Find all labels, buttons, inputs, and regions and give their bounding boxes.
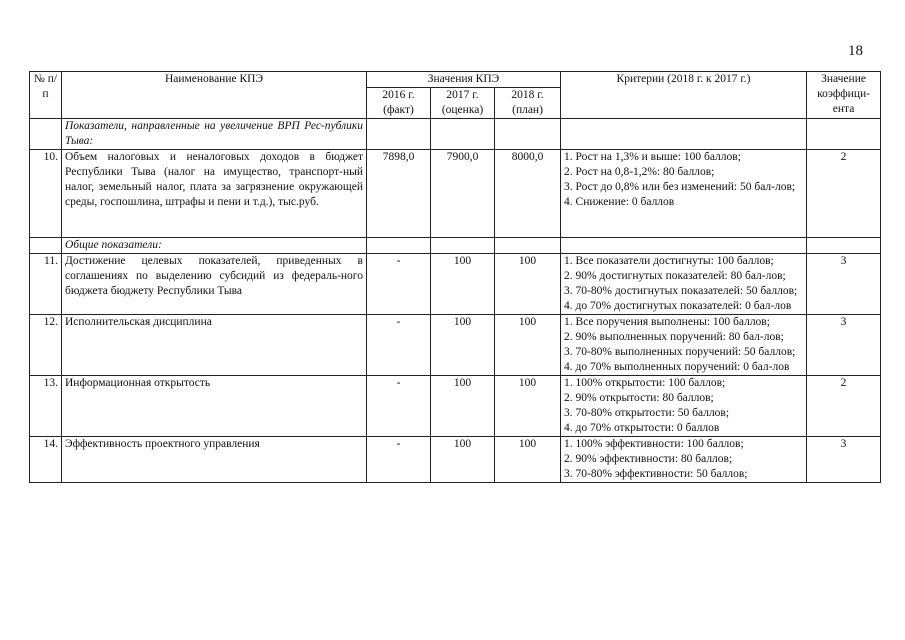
section-title: Показатели, направленные на увеличение ВРП Рес-публики Тыва: — [62, 119, 367, 150]
criterion: 1. Все поручения выполнены: 100 баллов; — [564, 316, 770, 328]
criteria-cell — [561, 376, 807, 437]
header-2018: 2018 г. (план) — [495, 88, 561, 119]
criterion: 3. 70-80% открытости: 50 баллов; — [564, 407, 730, 419]
table-row — [30, 315, 881, 376]
kpe-name: Объем налоговых и неналоговых доходов в бюджет Республики Тыва (налог на имущество, транспорт-ный налог, земельный налог, плата за загрязнение окружающей среды, госпошлина, штрафы и пени и т.д.), тыс.руб. — [62, 150, 367, 238]
row-number: 14. — [30, 437, 62, 483]
value-2018: 100 — [495, 315, 561, 376]
header-name: Наименование КПЭ — [62, 72, 367, 119]
coefficient: 3 — [807, 315, 881, 376]
kpe-name: Достижение целевых показателей, приведенных в соглашениях по выделению субсидий из федераль-ного бюджета бюджету Республики Тыва — [62, 254, 367, 315]
section-row — [30, 238, 881, 254]
criterion: 1. 100% открытости: 100 баллов; — [564, 377, 726, 389]
table-row — [30, 437, 881, 483]
section-row — [30, 119, 881, 150]
table-row — [30, 376, 881, 437]
criterion: 3. 70-80% достигнутых показателей: 50 баллов; — [564, 285, 798, 297]
value-2016: - — [367, 315, 431, 376]
header-criteria: Критерии (2018 г. к 2017 г.) — [561, 72, 807, 119]
criterion: 2. 90% открытости: 80 баллов; — [564, 392, 714, 404]
criterion: 1. Все показатели достигнуты: 100 баллов; — [564, 255, 774, 267]
criteria-cell — [561, 150, 807, 238]
row-number: 10. — [30, 150, 62, 238]
criterion: 1. Рост на 1,3% и выше: 100 баллов; — [564, 151, 741, 163]
value-2017: 100 — [431, 254, 495, 315]
header-coefficient: Значение коэффици-ента — [807, 72, 881, 119]
kpe-name: Исполнительская дисциплина — [62, 315, 367, 376]
criteria-cell — [561, 437, 807, 483]
header-num: № п/п — [30, 72, 62, 119]
value-2017: 7900,0 — [431, 150, 495, 238]
kpe-table — [29, 71, 881, 483]
kpe-name: Информационная открытость — [62, 376, 367, 437]
criterion: 4. до 70% достигнутых показателей: 0 бал-лов — [564, 300, 792, 312]
header-2017: 2017 г. (оценка) — [431, 88, 495, 119]
value-2017: 100 — [431, 437, 495, 483]
value-2018: 100 — [495, 437, 561, 483]
criteria-cell — [561, 315, 807, 376]
header-2016: 2016 г. (факт) — [367, 88, 431, 119]
criterion: 4. до 70% выполненных поручений: 0 бал-лов — [564, 361, 790, 373]
table-row — [30, 150, 881, 238]
criterion: 3. Рост до 0,8% или без изменений: 50 бал-лов; — [564, 181, 796, 193]
value-2016: 7898,0 — [367, 150, 431, 238]
criterion: 1. 100% эффективности: 100 баллов; — [564, 438, 744, 450]
value-2016: - — [367, 437, 431, 483]
value-2018: 8000,0 — [495, 150, 561, 238]
criterion: 3. 70-80% эффективности: 50 баллов; — [564, 468, 748, 480]
row-number: 12. — [30, 315, 62, 376]
value-2017: 100 — [431, 376, 495, 437]
criterion: 4. Снижение: 0 баллов — [564, 196, 675, 208]
table-row — [30, 254, 881, 315]
page-number: 18 — [848, 43, 863, 59]
criterion: 2. 90% выполненных поручений: 80 бал-лов; — [564, 331, 784, 343]
section-title: Общие показатели: — [62, 238, 367, 254]
value-2018: 100 — [495, 376, 561, 437]
value-2016: - — [367, 376, 431, 437]
coefficient: 3 — [807, 437, 881, 483]
criterion: 4. до 70% открытости: 0 баллов — [564, 422, 720, 434]
criterion: 2. 90% достигнутых показателей: 80 бал-лов; — [564, 270, 786, 282]
kpe-name: Эффективность проектного управления — [62, 437, 367, 483]
value-2017: 100 — [431, 315, 495, 376]
row-number: 11. — [30, 254, 62, 315]
criterion: 2. 90% эффективности: 80 баллов; — [564, 453, 733, 465]
coefficient: 3 — [807, 254, 881, 315]
criterion: 2. Рост на 0,8-1,2%: 80 баллов; — [564, 166, 715, 178]
coefficient: 2 — [807, 150, 881, 238]
header-values: Значения КПЭ — [367, 72, 561, 88]
coefficient: 2 — [807, 376, 881, 437]
row-number: 13. — [30, 376, 62, 437]
value-2018: 100 — [495, 254, 561, 315]
criteria-cell — [561, 254, 807, 315]
header-row — [30, 72, 881, 88]
value-2016: - — [367, 254, 431, 315]
criterion: 3. 70-80% выполненных поручений: 50 баллов; — [564, 346, 796, 358]
